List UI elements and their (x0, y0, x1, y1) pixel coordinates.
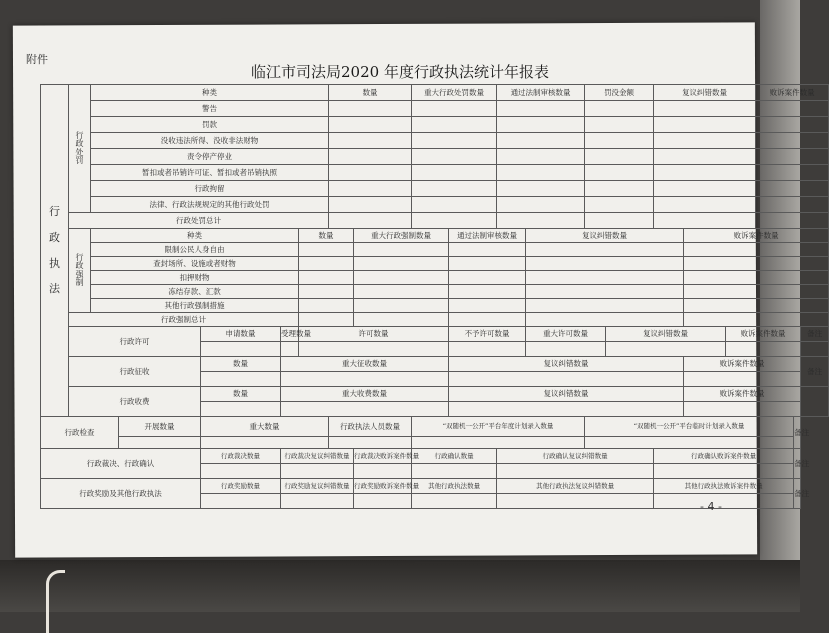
enforcement-item: 冻结存款、汇款 (91, 285, 299, 299)
penalty-item: 罚款 (91, 117, 329, 133)
license-header-remarks: 备注 (801, 327, 829, 342)
page-number: - 4 - (700, 500, 722, 513)
table-row (41, 257, 829, 271)
ruling-label: 行政裁决、行政确认 (41, 449, 201, 479)
fee-header-count: 数量 (201, 387, 281, 402)
enforcement-header-review-correction: 复议纠错数量 (526, 229, 684, 243)
levy-header-lost-cases: 败诉案件数量 (684, 357, 801, 372)
levy-header-count: 数量 (201, 357, 281, 372)
enforcement-item: 扣押财物 (91, 271, 299, 285)
penalty-header-legal-review: 通过法制审核数量 (497, 85, 585, 101)
table-row (41, 133, 829, 149)
ruling-header-row (41, 449, 829, 464)
fee-header-major: 重大收费数量 (281, 387, 449, 402)
enforcement-total: 行政强制总计 (69, 313, 299, 327)
license-label: 行政许可 (69, 327, 201, 357)
ruling-header-remarks: 备注 (794, 449, 801, 479)
penalty-header-kind: 种类 (91, 85, 329, 101)
levy-label: 行政征收 (69, 357, 201, 387)
table-row (41, 165, 829, 181)
levy-header-remarks: 备注 (801, 357, 829, 387)
enforcement-header-legal-review: 通过法制审核数量 (449, 229, 526, 243)
license-header-major: 重大许可数量 (526, 327, 606, 342)
license-header-review-correction: 复议纠错数量 (606, 327, 726, 342)
license-header-apply: 申请数量 (201, 327, 281, 342)
table-row (41, 313, 829, 327)
statistics-table (40, 84, 829, 509)
penalty-item: 暂扣或者吊销许可证、暂扣或者吊销执照 (91, 165, 329, 181)
confirm-header-lost-cases: 行政确认败诉案件数量 (654, 449, 794, 464)
table-row (41, 101, 829, 117)
penalty-item: 法律、行政法规规定的其他行政处罚 (91, 197, 329, 213)
table-row (41, 181, 829, 197)
enforcement-header-count: 数量 (299, 229, 354, 243)
main-label: 行 政 执 法 (41, 85, 69, 417)
ruling-header-review-correction: 行政裁决复议纠错数量 (281, 449, 354, 464)
license-header-accept: 受理数量 (281, 327, 299, 342)
penalty-item: 警告 (91, 101, 329, 117)
license-header-denied: 不予许可数量 (449, 327, 526, 342)
enforcement-item: 限制公民人身自由 (91, 243, 299, 257)
ruling-header-count: 行政裁决数量 (201, 449, 281, 464)
penalty-header-count: 数量 (329, 85, 412, 101)
levy-header-row (41, 357, 829, 372)
reward-header-row (41, 479, 829, 494)
fee-header-lost-cases: 败诉案件数量 (684, 387, 801, 402)
enforcement-item: 其他行政强制措施 (91, 299, 299, 313)
enforcement-header-major: 重大行政强制数量 (354, 229, 449, 243)
table-row (41, 243, 829, 257)
background-bottom (0, 560, 800, 612)
table-row (41, 213, 829, 229)
fee-header-row (41, 387, 829, 402)
ruling-header-lost-cases: 行政裁决败诉案件数量 (354, 449, 412, 464)
reward-header-review-correction: 行政奖励复议纠错数量 (281, 479, 354, 494)
inspection-label: 行政检查 (41, 417, 119, 449)
penalty-header-review-correction: 复议纠错数量 (654, 85, 756, 101)
penalty-header-row (41, 85, 829, 101)
enforcement-header-kind: 种类 (91, 229, 299, 243)
fee-label: 行政收费 (69, 387, 201, 417)
enforcement-header-lost-cases: 败诉案件数量 (684, 229, 829, 243)
penalty-item: 没收违法所得、没收非法财物 (91, 133, 329, 149)
cable (46, 570, 65, 633)
inspection-header-major: 重大数量 (201, 417, 329, 437)
license-header-lost-cases: 败诉案件数量 (726, 327, 801, 342)
inspection-header-annual-plan: “双随机一公开”平台年度计划录入数量 (412, 417, 585, 437)
other-header-lost-cases: 其他行政执法败诉案件数量 (654, 479, 794, 494)
enforcement-section-label: 行 政 强 制 (69, 229, 91, 313)
table-row (41, 271, 829, 285)
other-header-review-correction: 其他行政执法复议纠错数量 (497, 479, 654, 494)
reward-header-remarks: 备注 (794, 479, 801, 509)
fee-header-review-correction: 复议纠错数量 (449, 387, 684, 402)
penalty-item: 责令停产停业 (91, 149, 329, 165)
levy-header-review-correction: 复议纠错数量 (449, 357, 684, 372)
license-header-granted: 许可数量 (299, 327, 449, 342)
inspection-header-row (41, 417, 829, 437)
penalty-header-fine-amount: 罚没金额 (585, 85, 654, 101)
table-row (41, 285, 829, 299)
penalty-header-lost-cases: 败诉案件数量 (756, 85, 829, 101)
table-row (41, 149, 829, 165)
other-header-count: 其他行政执法数量 (412, 479, 497, 494)
reward-label: 行政奖励及其他行政执法 (41, 479, 201, 509)
report-title: 临江市司法局2020 年度行政执法统计年报表 (251, 63, 549, 81)
inspection-header-temp-plan: “双随机一公开”平台临时计划录入数量 (585, 417, 794, 437)
enforcement-item: 查封场所、设施或者财物 (91, 257, 299, 271)
enforcement-header-row (41, 229, 829, 243)
reward-header-count: 行政奖励数量 (201, 479, 281, 494)
table-row (41, 299, 829, 313)
levy-header-major: 重大征收数量 (281, 357, 449, 372)
table-row (41, 117, 829, 133)
inspection-header-remarks: 备注 (794, 417, 801, 449)
table-row (41, 437, 829, 449)
confirm-header-count: 行政确认数量 (412, 449, 497, 464)
penalty-section-label: 行 政 处 罚 (69, 85, 91, 213)
confirm-header-review-correction: 行政确认复议纠错数量 (497, 449, 654, 464)
license-header-row (41, 327, 829, 342)
inspection-header-conducted: 开展数量 (119, 417, 201, 437)
table-row (41, 197, 829, 213)
reward-header-lost-cases: 行政奖励败诉案件数量 (354, 479, 412, 494)
inspection-header-officers: 行政执法人员数量 (329, 417, 412, 437)
penalty-total: 行政处罚总计 (69, 213, 329, 229)
penalty-header-major: 重大行政处罚数量 (412, 85, 497, 101)
attachment-label: 附件 (26, 53, 48, 66)
penalty-item: 行政拘留 (91, 181, 329, 197)
